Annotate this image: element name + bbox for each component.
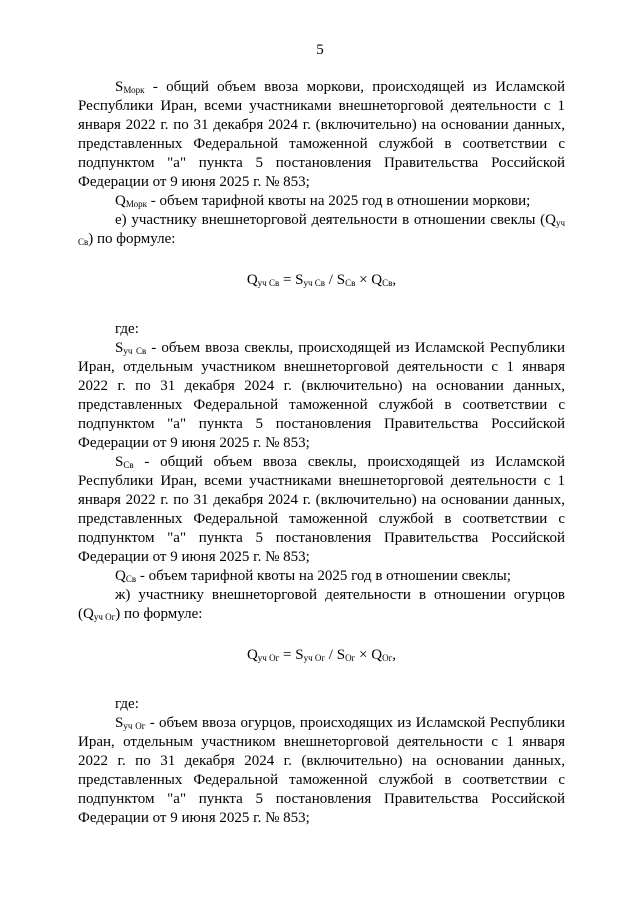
formula-multiply: × (355, 272, 372, 288)
symbol: S (115, 340, 124, 356)
formula-end: , (392, 647, 397, 663)
symbol-subscript: уч Ог (123, 721, 146, 731)
symbol: Q (115, 568, 126, 584)
item-text-end: ) по формуле: (88, 231, 176, 247)
where-label: где: (115, 696, 139, 712)
formula-equals: = (279, 647, 296, 663)
formula-term-a: S (295, 272, 304, 288)
formula-lhs: Q (246, 272, 258, 288)
symbol-subscript: Св (125, 574, 137, 584)
document-body (78, 78, 565, 828)
symbol: S (115, 454, 124, 470)
formula-divide: / (325, 272, 337, 288)
item-zh-cucumber (78, 586, 565, 624)
formula-term-c: Q (371, 272, 383, 288)
definition-text: - общий объем ввоза моркови, происходящей из Исламской Республики Иран, всеми участниками внешнеторговой деятельности с 1 января 2022 г. по 31 декабря 2024 г. (включительно) на основании данных, представленных Федеральной таможенной службой в соответствии с подпунктом "а" пункта 5 постановления Правительства Российской Федерации от 9 июня 2025 г. № 853; (78, 79, 565, 190)
formula-lhs-subscript: уч Ог (257, 653, 280, 663)
symbol-subscript: Морк (125, 199, 147, 209)
formula-term-c-subscript: Ог (382, 653, 393, 663)
definition-text: - объем ввоза огурцов, происходящих из Исламской Республики Иран, отдельным участником внешнеторговой деятельности с 1 января 2022 г. по 31 декабря 2024 г. (включительно) на основании данных, представленных Федеральной таможенной службой в соответствии с подпунктом "а" пункта 5 постановления Правительства Российской Федерации от 9 июня 2025 г. № 853; (78, 715, 565, 826)
symbol: Q (115, 193, 126, 209)
item-e-beet (78, 211, 565, 249)
formula-term-b: S (336, 647, 346, 663)
symbol: S (115, 79, 124, 95)
formula-lhs-subscript: уч Св (257, 278, 280, 288)
formula-beet (78, 271, 565, 290)
formula-term-a-subscript: уч Ог (303, 653, 326, 663)
item-text: е) участнику внешнеторговой деятельности в отношении свеклы (Q (115, 212, 556, 228)
definition-q-sv (78, 567, 565, 586)
symbol-subscript: уч Св (78, 218, 565, 247)
formula-term-b-subscript: Св (345, 278, 356, 288)
symbol-subscript: уч Ог (93, 612, 116, 622)
symbol: S (115, 715, 124, 731)
formula-term-c: Q (371, 647, 383, 663)
formula-term-b-subscript: Ог (345, 653, 356, 663)
definition-text: - объем тарифной квоты на 2025 год в отношении свеклы; (136, 568, 511, 584)
where-label: где: (115, 321, 139, 337)
formula-end: , (392, 272, 397, 288)
formula-term-c-subscript: Св (382, 278, 393, 288)
formula-term-b: S (336, 272, 346, 288)
definition-s-sv (78, 453, 565, 567)
page-number: 5 (316, 42, 324, 58)
definition-s-uch-og (78, 714, 565, 828)
formula-term-a-subscript: уч Св (303, 278, 326, 288)
definition-text: - объем ввоза свеклы, происходящей из Исламской Республики Иран, отдельным участником внешнеторговой деятельности с 1 января 2022 г. по 31 декабря 2024 г. (включительно) на основании данных, представленных Федеральной таможенной службой в соответствии с подпунктом "а" пункта 5 постановления Правительства Российской Федерации от 9 июня 2025 г. № 853; (78, 340, 565, 451)
formula-term-a: S (295, 647, 304, 663)
formula-divide: / (325, 647, 337, 663)
definition-text: - объем тарифной квоты на 2025 год в отношении моркови; (147, 193, 531, 209)
formula-lhs: Q (246, 647, 258, 663)
symbol-subscript: Морк (123, 85, 145, 95)
formula-cucumber (78, 646, 565, 665)
formula-multiply: × (355, 647, 372, 663)
definition-q-mork (78, 192, 565, 211)
symbol-subscript: уч Св (123, 346, 147, 356)
definition-s-mork (78, 78, 565, 192)
symbol-subscript: Св (123, 460, 134, 470)
item-text: ж) участнику внешнеторговой деятельности в отношении огурцов (Q (78, 587, 565, 622)
definition-s-uch-sv (78, 339, 565, 453)
item-text-end: ) по формуле: (115, 606, 203, 622)
formula-equals: = (279, 272, 296, 288)
definition-text: - общий объем ввоза свеклы, происходящей из Исламской Республики Иран, всеми участниками внешнеторговой деятельности с 1 января 2022 г. по 31 декабря 2024 г. (включительно) на основании данных, представленных Федеральной таможенной службой в соответствии с подпунктом "а" пункта 5 постановления Правительства Российской Федерации от 9 июня 2025 г. № 853; (78, 454, 565, 565)
